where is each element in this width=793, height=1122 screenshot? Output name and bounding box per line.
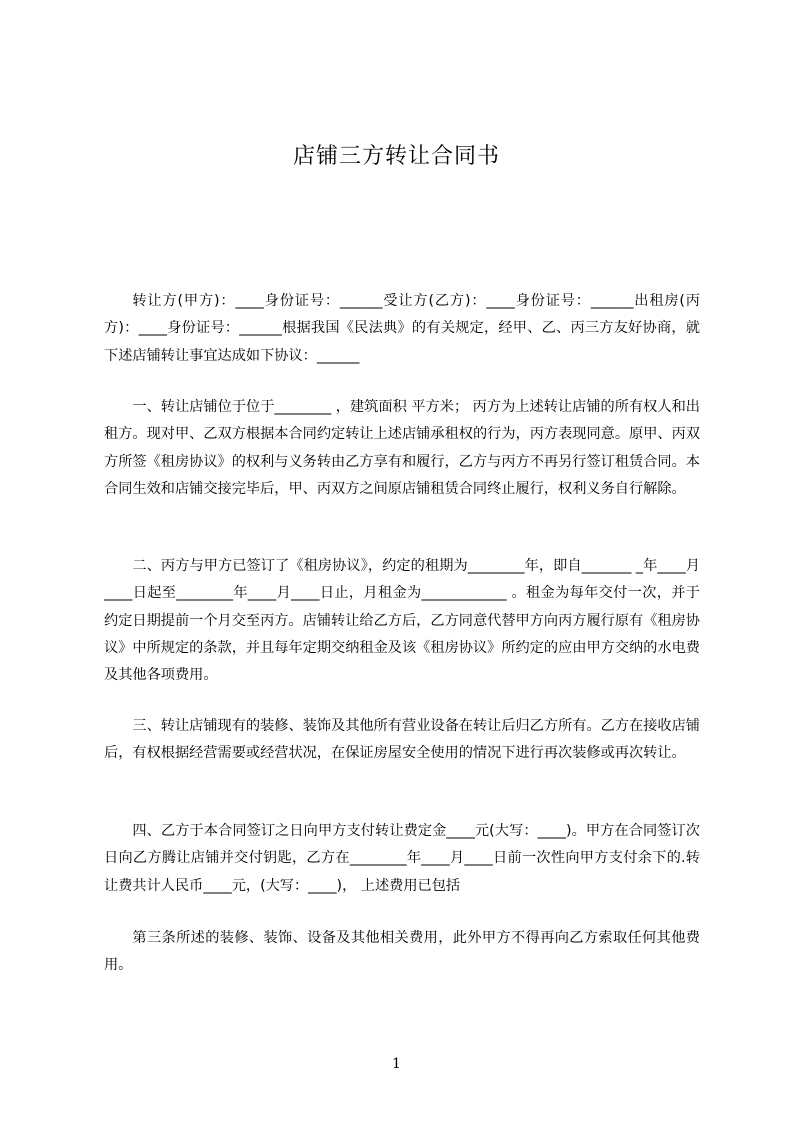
paragraph-clause-4-continued: 第三条所述的装修、装饰、设备及其他相关费用，此外甲方不得再向乙方索取任何其他费用。 [104,930,700,974]
page-number: 1 [392,1056,401,1072]
paragraph-clause-1: 一、转让店铺位于位于________ ，建筑面积 平方米； 丙方为上述转让店铺的所有权人和出租方。现对甲、乙双方根据本合同约定转让上述店铺承租权的行为，丙方表现同意。原甲、丙双方所签《租房协议》的权利与义务转由乙方享有和履行，乙方与丙方不再另行签订租赁合同。本合同生效和店铺交接完毕后，甲、丙双方之间原店铺租赁合同终止履行，权利义务自行解除。 [104,399,700,497]
paragraph-parties: 转让方(甲方)：____身份证号：______受让方(乙方)：____身份证号：______出租房(丙方)：____身份证号：______根据我国《民法典》的有关规定，经甲、乙、丙三方友好协商，就下述店铺转让事宜达成如下协议：______ [104,293,700,364]
document-title: 店铺三方转让合同书 [292,144,500,169]
paragraph-clause-4: 四、乙方于本合同签订之日向甲方支付转让费定金____元(大写：____)。甲方在合同签订次日向乙方腾让店铺并交付钥匙，乙方在________年____月____日前一次性向甲方支付余下的.转让费共计人民币____元，(大写：____)， 上述费用已包括 [104,823,700,894]
paragraph-clause-3: 三、转让店铺现有的装修、装饰及其他所有营业设备在转让后归乙方所有。乙方在接收店铺后，有权根据经营需要或经营状况，在保证房屋安全使用的情况下进行再次装修或再次转让。 [104,718,700,762]
paragraph-clause-2: 二、丙方与甲方已签订了《租房协议》，约定的租期为________年，即自_______ _年____月____日起至________年____月____日止，月租金为____________ 。租金为每年交付一次，并于约定日期提前一个月交至丙方。店铺转让给乙方后，乙方同意代替甲方向丙方履行原有《租房协议》中所规定的条款，并且每年定期交纳租金及该《租房协议》所约定的应由甲方交纳的水电费及其他各项费用。 [104,558,700,684]
